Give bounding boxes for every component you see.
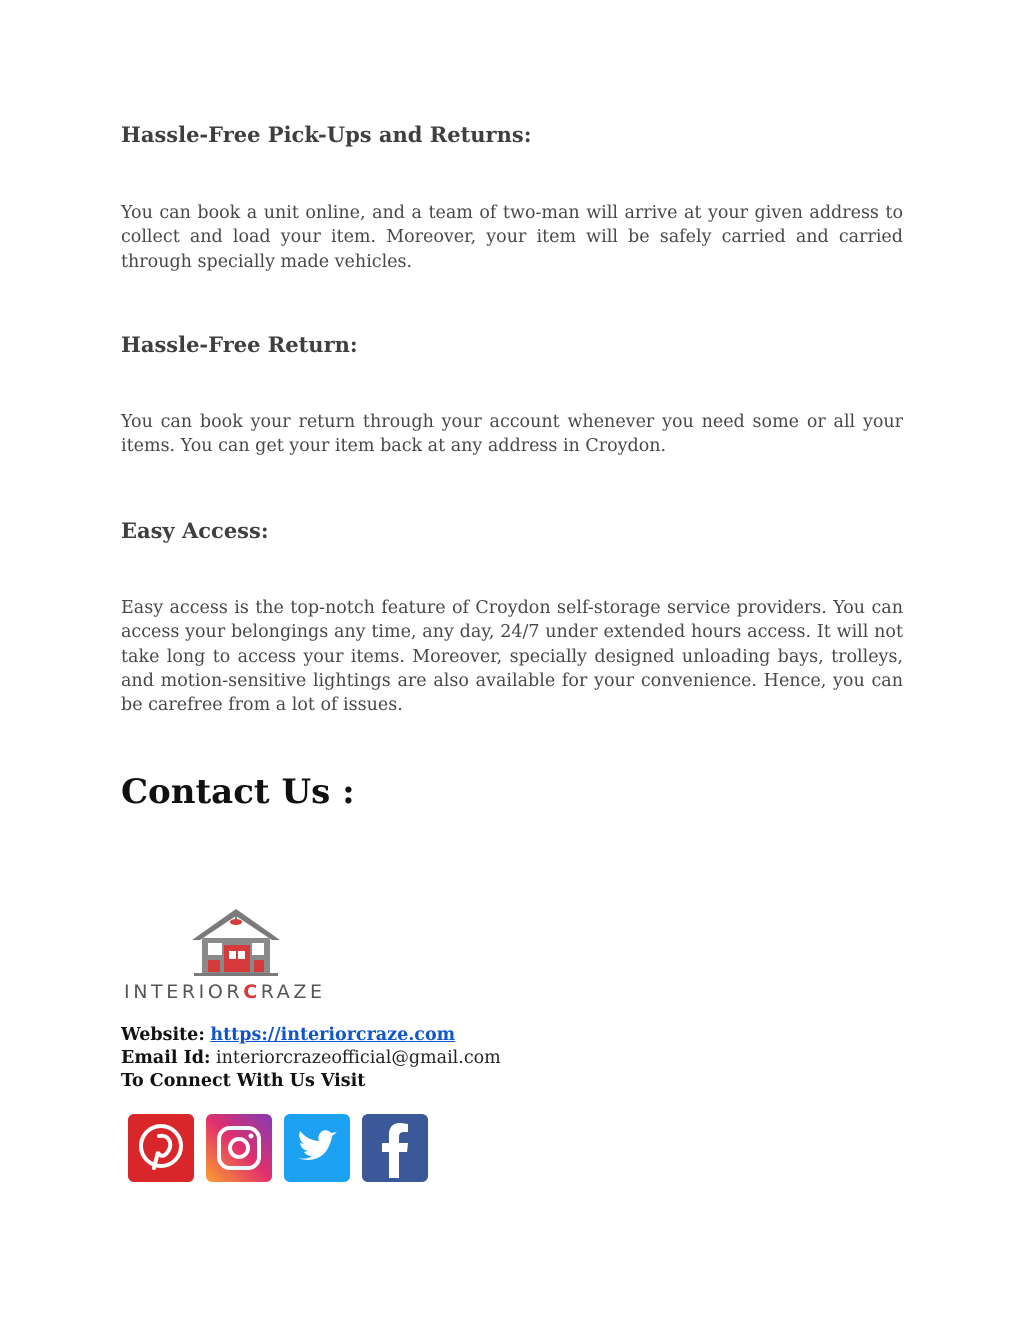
- connect-text: To Connect With Us Visit: [121, 1071, 366, 1091]
- section-body-pickups: You can book a unit online, and a team of two-man will arrive at your given address to collect and load your item. Moreover, your item will be safely carried and carried through specially made vehicles.: [121, 203, 903, 272]
- instagram-icon[interactable]: [206, 1114, 272, 1182]
- interiorcraze-logo: [124, 905, 352, 1003]
- logo-wordmark: INTERIORCRAZE: [124, 981, 326, 1003]
- twitter-icon[interactable]: [284, 1114, 350, 1182]
- email-value: interiorcrazeofficial@gmail.com: [216, 1048, 501, 1068]
- email-line: [121, 1047, 501, 1070]
- section-heading-return: Hassle-Free Return:: [121, 332, 358, 357]
- pinterest-icon[interactable]: [128, 1114, 194, 1182]
- website-label: Website:: [121, 1025, 205, 1045]
- facebook-icon[interactable]: [362, 1114, 428, 1182]
- section-body-access: Easy access is the top-notch feature of Croydon self-storage service providers. You can access your belongings any time, any day, 24/7 under extended hours access. It will not take long to access your items. Moreover, specially designed unloading bays, trolleys, and motion-sensitive lightings are also available for your convenience. Hence, you can be carefree from a lot of issues.: [121, 598, 903, 716]
- house-logo-icon: [124, 905, 352, 980]
- social-links: [128, 1114, 428, 1182]
- website-link[interactable]: https://interiorcraze.com: [210, 1025, 456, 1045]
- contact-details: [121, 1024, 501, 1093]
- section-heading-access: Easy Access:: [121, 518, 269, 543]
- section-heading-pickups: Hassle-Free Pick-Ups and Returns:: [121, 122, 532, 147]
- contact-title: Contact Us :: [121, 772, 355, 812]
- website-line: [121, 1024, 501, 1047]
- email-label: Email Id:: [121, 1048, 211, 1068]
- section-body-return: You can book your return through your account whenever you need some or all your items. You can get your item back at any address in Croydon.: [121, 412, 903, 457]
